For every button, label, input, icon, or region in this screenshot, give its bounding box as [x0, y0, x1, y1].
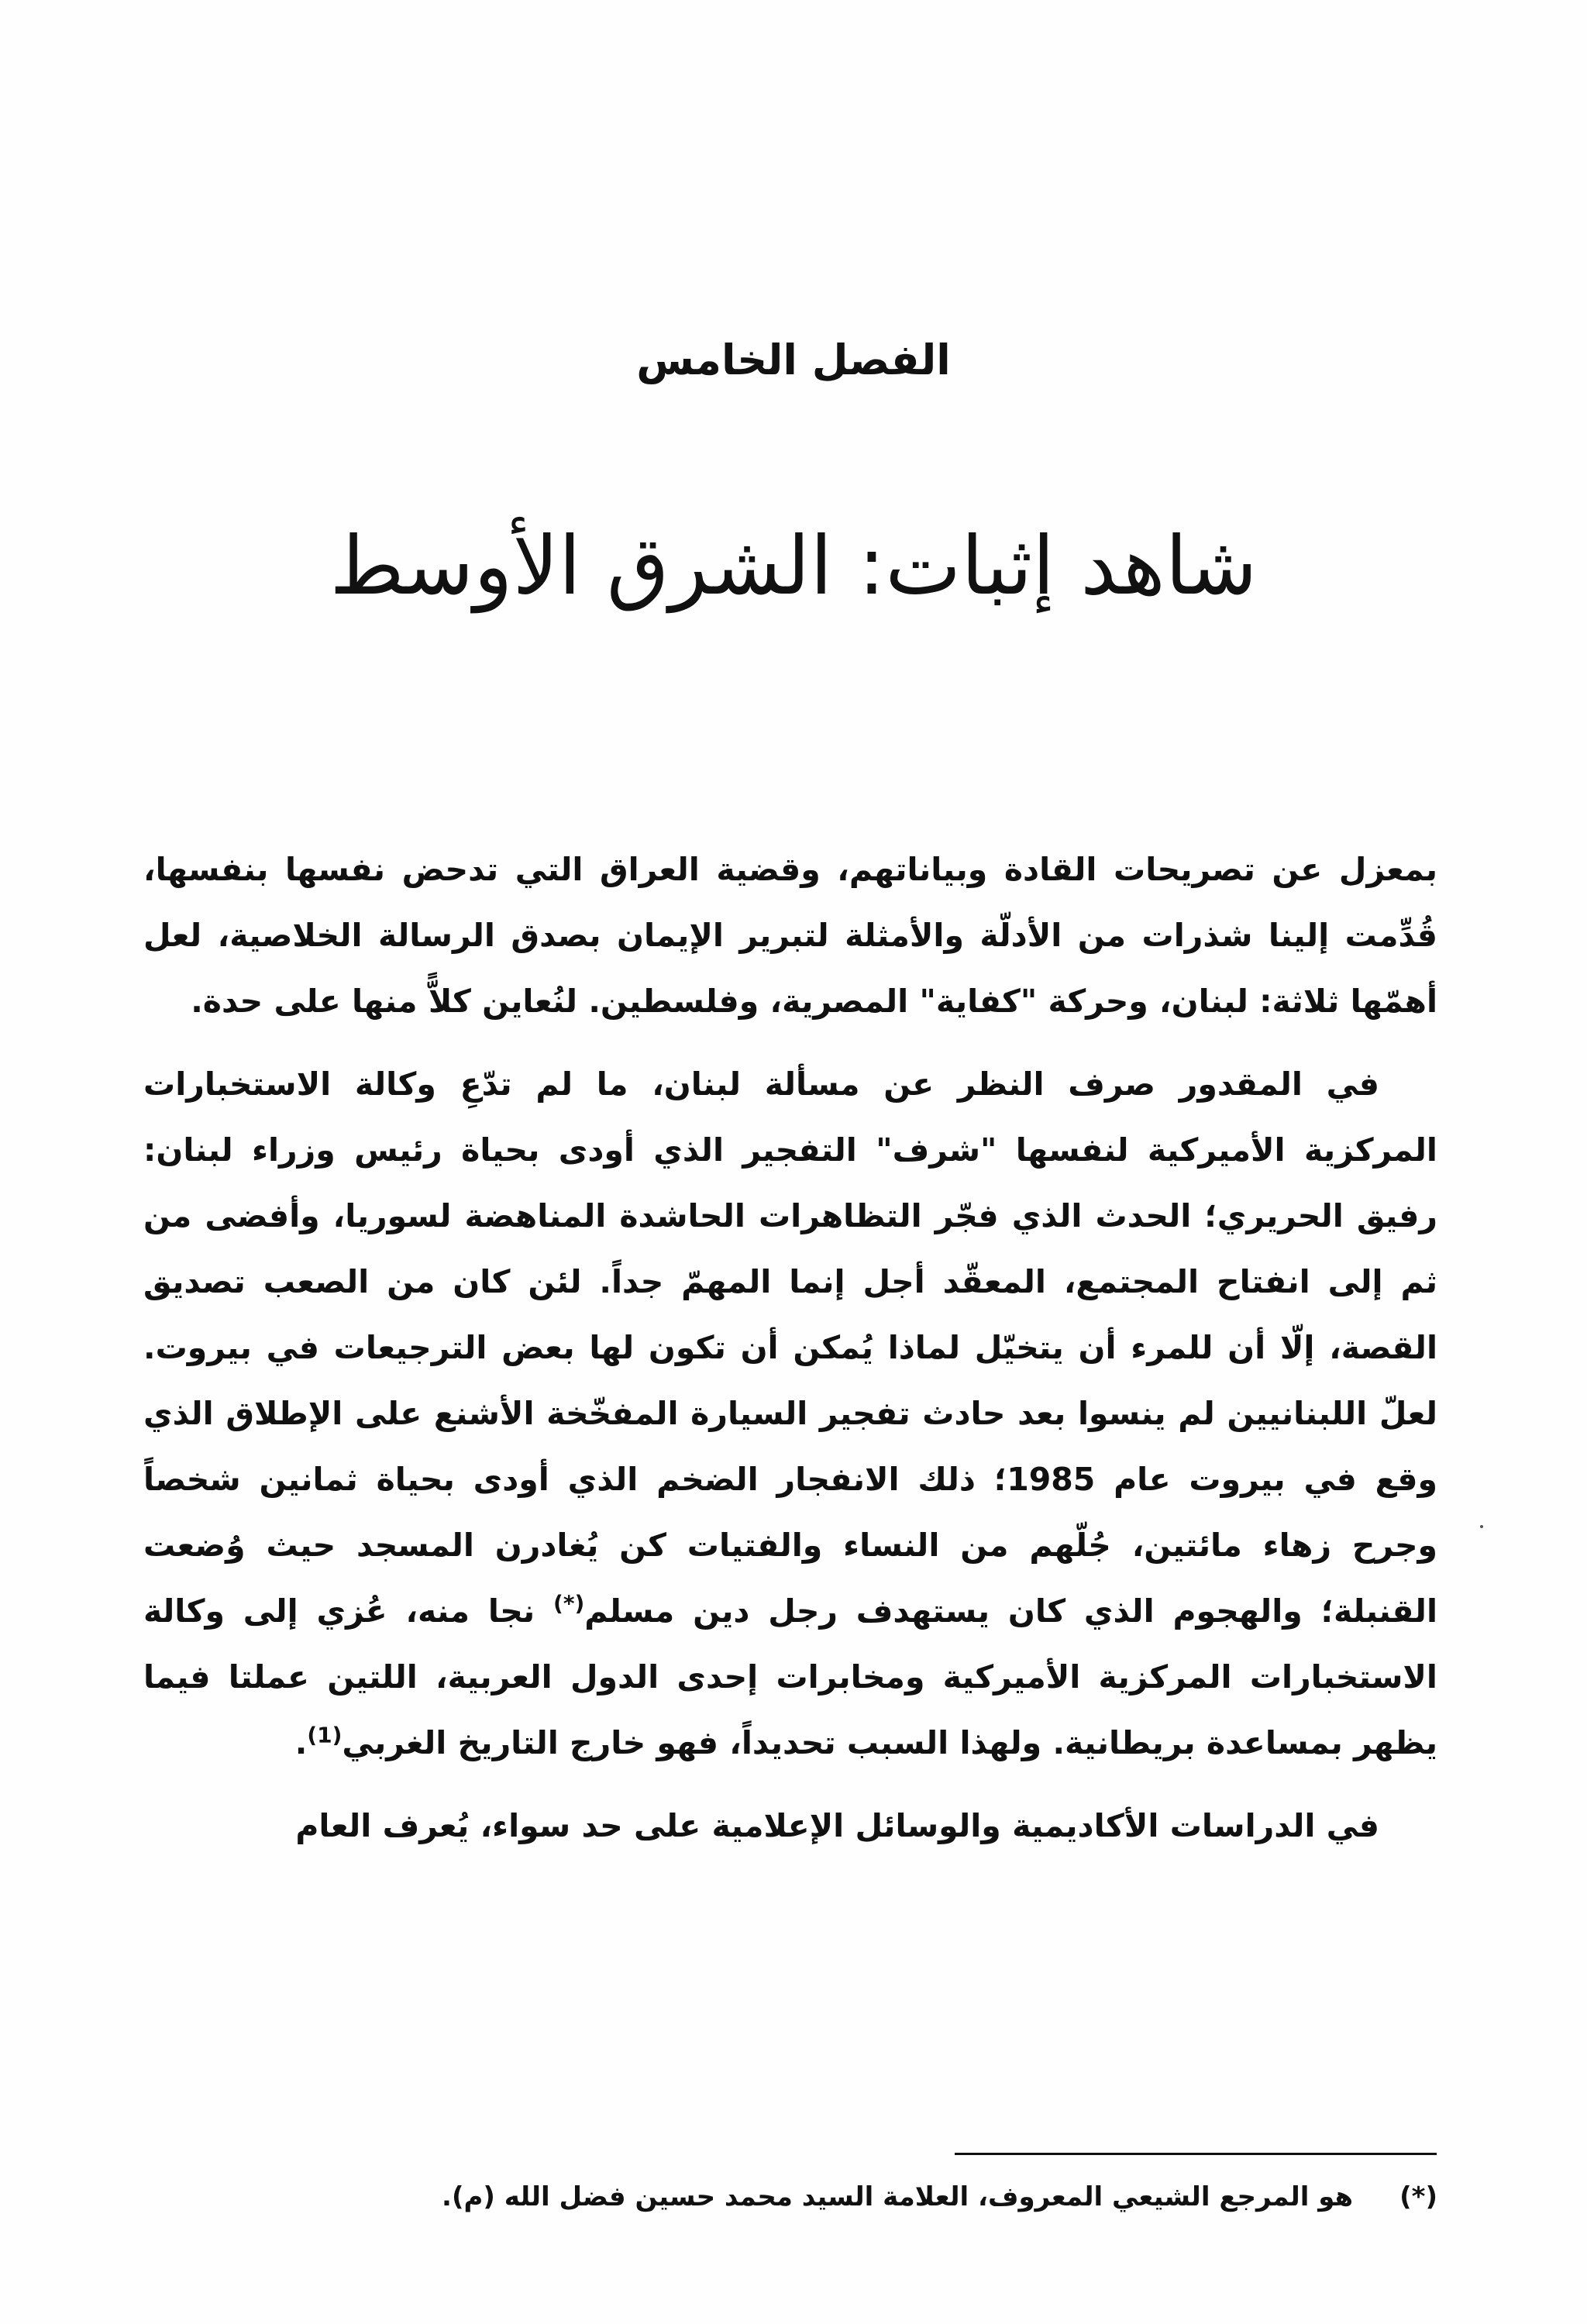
- paragraph-2-part-1: في المقدور صرف النظر عن مسألة لبنان، ما لم تدّعِ وكالة الاستخبارات المركزية الأميركية لنفسها "شرف" التفجير الذي أودى بحياة رئيس وزراء لبنان: رفيق الحريري؛ الحدث الذي فجّر التظاهرات الحاشدة المناهضة لسوريا، وأفضى من ثم إلى انفتاح المجتمع، المعقّد أجل إنما المهمّ جداً. لئن كان من الصعب تصديق القصة، إلّا أن للمرء أن يتخيّل لماذا يُمكن أن تكون لها بعض الترجيعات في بيروت. لعلّ اللبنانيين لم ينسوا بعد حادث تفجير السيارة المفخّخة الأشنع على الإطلاق الذي وقع في بيروت عام 1985؛ ذلك الانفجار الضخم الذي أودى بحياة ثمانين شخصاً وجرح زهاء مائتين، جُلّهم من النساء والفتيات كن يُغادرن المسجد حيث وُضعت القنبلة؛ والهجوم الذي كان يستهدف رجل دين مسلم: [143, 1066, 1437, 1630]
- chapter-label: الفصل الخامس: [636, 336, 951, 384]
- endnote-ref: (1): [307, 1722, 343, 1748]
- footnote-marker-ref: (*): [553, 1590, 585, 1616]
- footnote-divider: [955, 2153, 1437, 2155]
- paragraph-3: في الدراسات الأكاديمية والوسائل الإعلامية على حد سواء، يُعرف العام: [295, 1807, 1379, 1844]
- paragraph-2-part-2: نجا منه، عُزي إلى وكالة الاستخبارات المركزية الأميركية ومخابرات إحدى الدول العربية، اللتين عملتا فيما يظهر بمساعدة بريطانية. ولهذا السبب تحديداً، فهو خارج التاريخ الغربي: [143, 1592, 1437, 1761]
- footnote-marker: (*): [1399, 2181, 1437, 2212]
- paragraph-2-part-3: .: [294, 1724, 308, 1761]
- paragraph-1: بمعزل عن تصريحات القادة وبياناتهم، وقضية العراق التي تدحض نفسها بنفسها، قُدِّمت إلينا شذرات من الأدلّة والأمثلة لتبرير الإيمان بصدق الرسالة الخلاصية، لعل أهمّها ثلاثة: لبنان، وحركة "كفاية" المصرية، وفلسطين. لنُعاين كلاًّ منها على حدة.: [143, 851, 1437, 1020]
- footnote-text: هو المرجع الشيعي المعروف، العلامة السيد محمد حسين فضل الله (م).: [442, 2181, 1354, 2212]
- footnote: [143, 2174, 1437, 2220]
- paragraph-2: [143, 1052, 1437, 1776]
- chapter-title: شاهد إثبات: الشرق الأوسط: [329, 518, 1258, 613]
- margin-mark: [1480, 1525, 1483, 1528]
- body-text: [143, 837, 1437, 1876]
